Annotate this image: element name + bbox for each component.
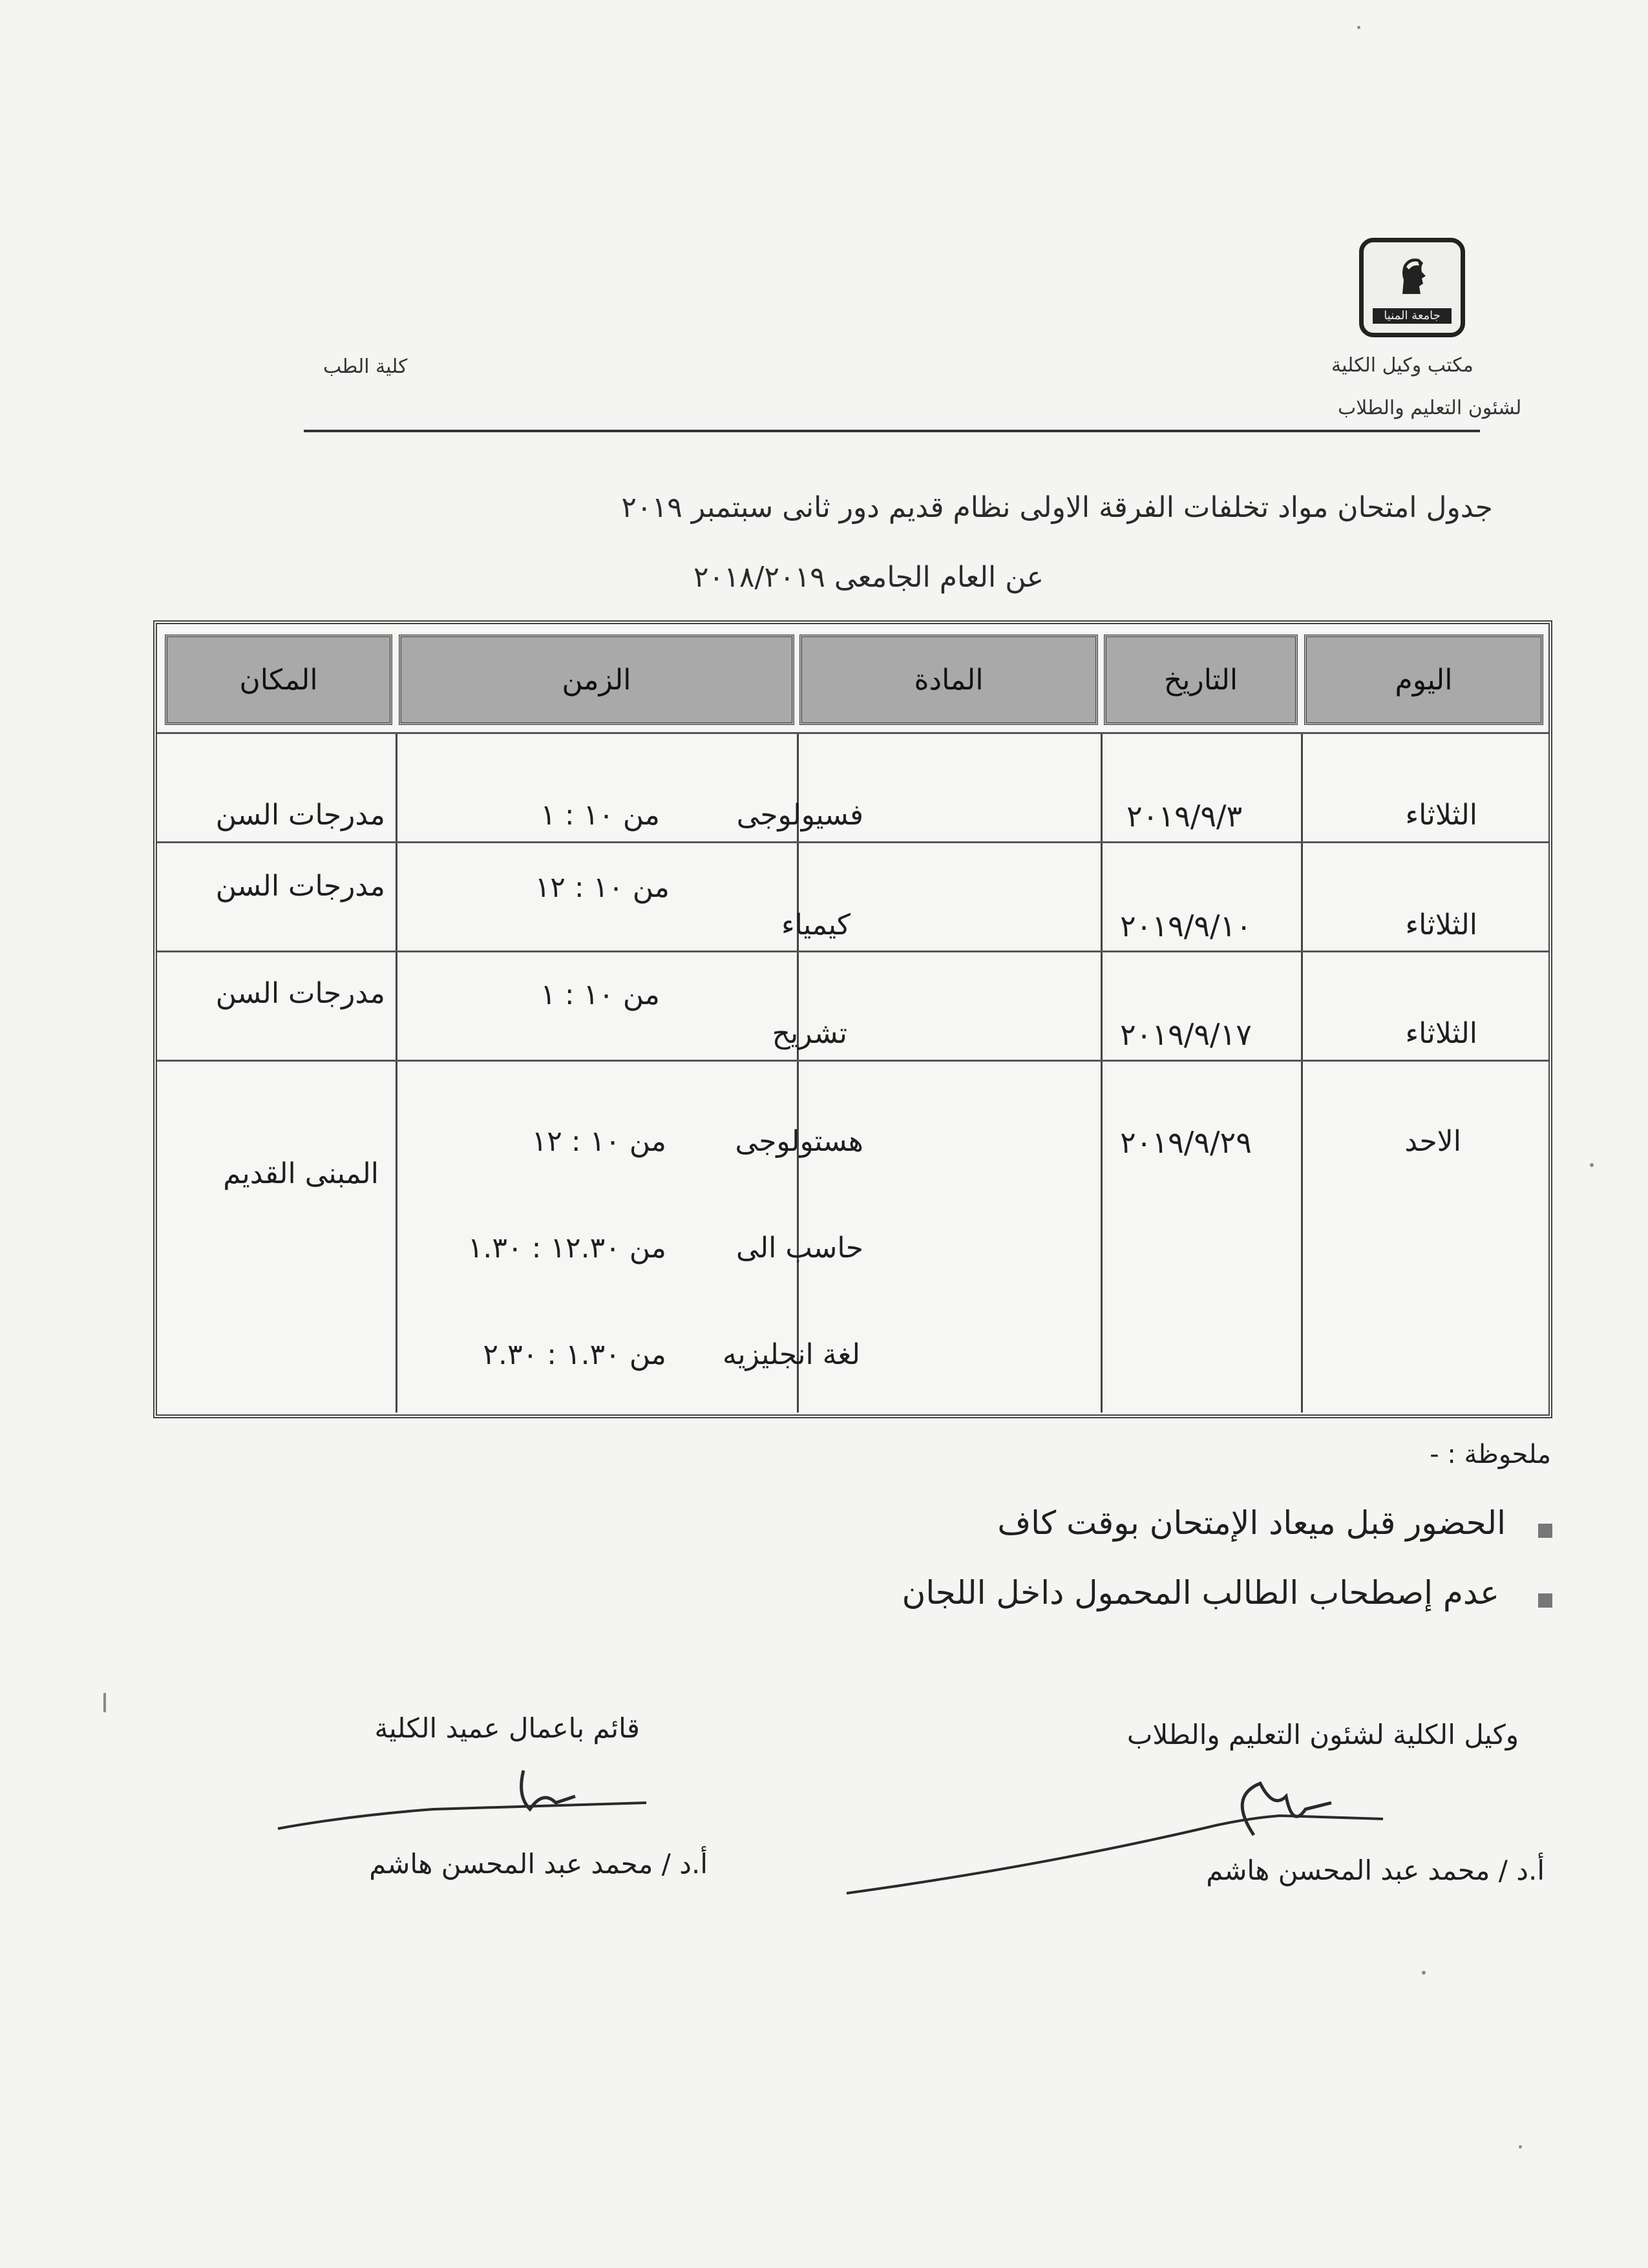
signature-name-vice-dean: أ.د / محمد عبد المحسن هاشم: [1206, 1854, 1545, 1886]
table-row-2-place: مدرجات السن: [215, 870, 385, 903]
table-row-2-subject: كيمياء: [781, 908, 850, 941]
scan-speck: [1590, 1163, 1594, 1167]
scan-speck: [1519, 2145, 1522, 2148]
faculty-name: كلية الطب: [323, 355, 408, 378]
table-row-2-date: ٢٠١٩/٩/١٠: [1120, 908, 1252, 943]
header-place: المكان: [165, 635, 392, 725]
grid-line: [1101, 734, 1103, 1412]
header-divider: [304, 430, 1480, 432]
table-row-3-time: من ١٠ : ١: [540, 978, 660, 1011]
bullet-square-icon: [1538, 1593, 1552, 1608]
table-row-4-subject-2: حاسب الى: [736, 1232, 863, 1265]
table-row-3-place: مدرجات السن: [215, 977, 385, 1010]
table-row-4-day: الاحد: [1404, 1125, 1461, 1158]
scan-speck: [1422, 1971, 1426, 1975]
table-row-1-place: مدرجات السن: [215, 799, 385, 832]
office-line-2: لشئون التعليم والطلاب: [1338, 397, 1522, 419]
note-item-2: عدم إصطحاب الطالب المحمول داخل اللجان: [902, 1574, 1499, 1612]
scan-speck: [103, 1693, 106, 1712]
notes-label: ملحوظة : -: [1430, 1440, 1551, 1469]
grid-line: [1301, 734, 1303, 1412]
table-row-4-subject-1: هستولوجى: [735, 1125, 863, 1158]
table-row-1-subject: فسيولوجى: [736, 799, 863, 832]
handwritten-signature-left: [271, 1758, 659, 1854]
header-time: الزمن: [399, 635, 794, 725]
grid-line: [157, 950, 1548, 952]
grid-line: [157, 841, 1548, 843]
table-row-1-date: ٢٠١٩/٩/٣: [1126, 799, 1243, 834]
signature-title-acting-dean: قائم باعمال عميد الكلية: [374, 1712, 640, 1744]
office-line-1: مكتب وكيل الكلية: [1331, 354, 1474, 377]
nefertiti-logo-icon: [1389, 254, 1435, 299]
bullet-square-icon: [1538, 1524, 1552, 1538]
grid-line: [396, 734, 397, 1412]
table-row-4-date: ٢٠١٩/٩/٢٩: [1120, 1125, 1252, 1160]
table-row-1-day: الثلاثاء: [1405, 799, 1477, 832]
table-row-4-place: المبنى القديم: [223, 1157, 379, 1190]
header-subject: المادة: [799, 635, 1098, 725]
table-row-4-time-1: من ١٠ : ١٢: [531, 1125, 666, 1158]
grid-line: [797, 734, 799, 1412]
exam-schedule-table: [153, 620, 1552, 1418]
table-row-3-day: الثلاثاء: [1405, 1017, 1477, 1050]
table-row-2-day: الثلاثاء: [1405, 908, 1477, 941]
table-row-4-subject-3: لغة انجليزيه: [722, 1338, 860, 1371]
table-row-4-time-2: من ١٢.٣٠ : ١.٣٠: [467, 1232, 666, 1265]
header-date: التاريخ: [1104, 635, 1298, 725]
table-row-4-time-3: من ١.٣٠ : ٢.٣٠: [483, 1338, 666, 1371]
table-row-1-time: من ١٠ : ١: [540, 799, 660, 832]
note-item-1: الحضور قبل ميعاد الإمتحان بوقت كاف: [997, 1504, 1506, 1542]
table-row-2-time: من ١٠ : ١٢: [534, 871, 670, 904]
grid-line: [157, 732, 1548, 734]
grid-line: [157, 1060, 1548, 1062]
header-day: اليوم: [1304, 635, 1543, 725]
table-row-3-date: ٢٠١٩/٩/١٧: [1120, 1017, 1252, 1052]
signature-title-vice-dean: وكيل الكلية لشئون التعليم والطلاب: [1126, 1719, 1519, 1750]
university-logo: [1359, 238, 1465, 337]
page-title: جدول امتحان مواد تخلفات الفرقة الاولى نظام قديم دور ثانى سبتمبر ٢٠١٩: [621, 491, 1493, 524]
logo-caption: جامعة المنيا: [1373, 308, 1452, 324]
scan-speck: [1357, 26, 1360, 29]
table-row-3-subject: تشريح: [772, 1017, 847, 1050]
page-subtitle: عن العام الجامعى ٢٠١٨/٢٠١٩: [693, 561, 1044, 594]
signature-name-acting-dean: أ.د / محمد عبد المحسن هاشم: [369, 1848, 708, 1880]
